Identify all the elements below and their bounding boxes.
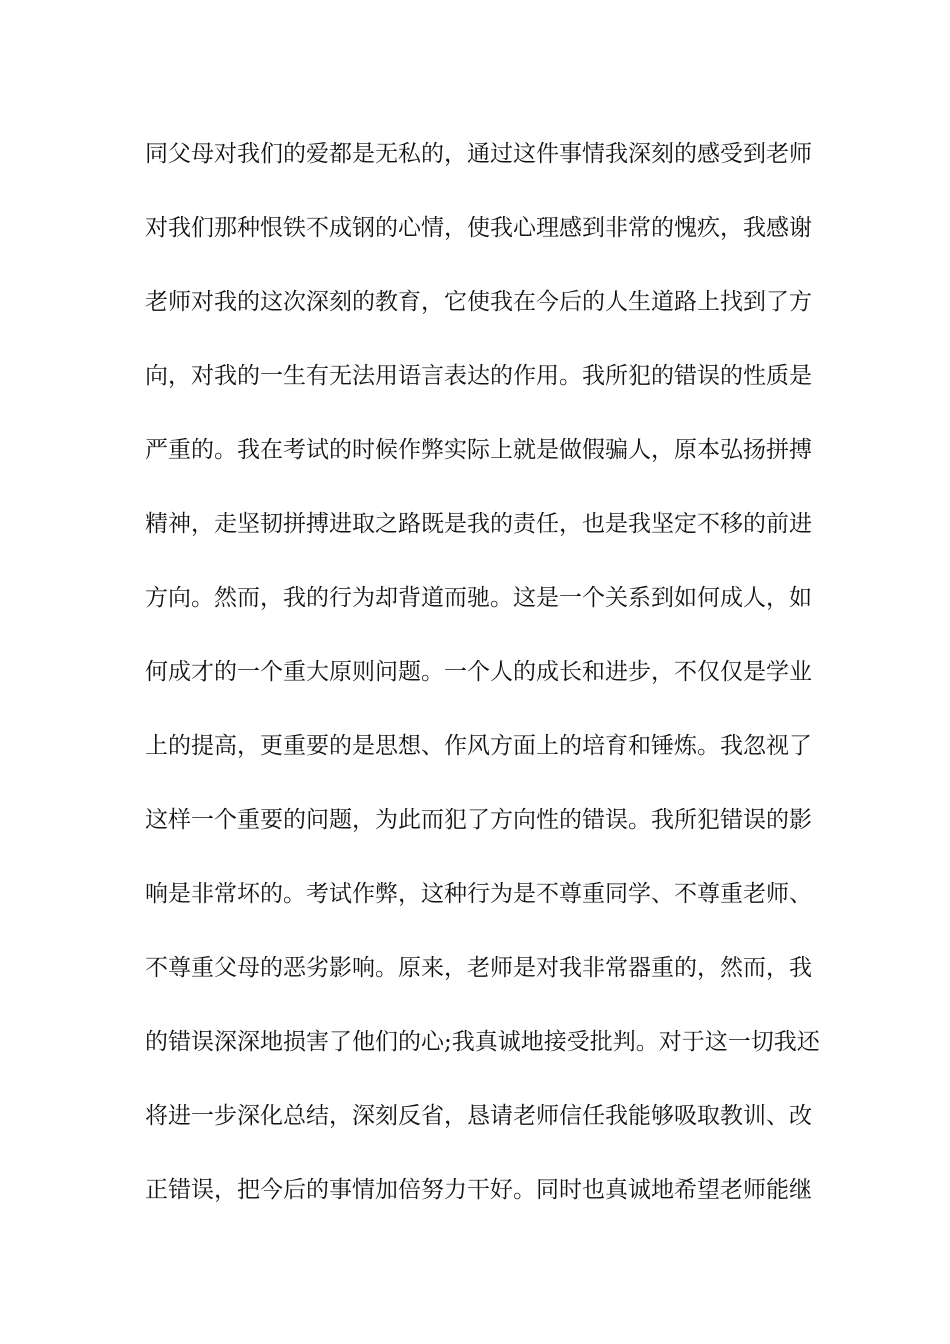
text-line: 将进一步深化总结，深刻反省，恳请老师信任我能够吸取教训、改 xyxy=(145,1103,812,1129)
text-line: 的错误深深地损害了他们的心;我真诚地接受批判。对于这一切我还 xyxy=(145,1029,820,1055)
text-line: 正错误，把今后的事情加倍努力干好。同时也真诚地希望老师能继 xyxy=(145,1177,812,1203)
text-line: 何成才的一个重大原则问题。一个人的成长和进步，不仅仅是学业 xyxy=(145,659,812,685)
text-line: 严重的。我在考试的时候作弊实际上就是做假骗人，原本弘扬拼搏 xyxy=(145,437,812,463)
text-line: 向，对我的一生有无法用语言表达的作用。我所犯的错误的性质是 xyxy=(145,363,812,389)
text-line: 对我们那种恨铁不成钢的心情，使我心理感到非常的愧疚，我感谢 xyxy=(145,215,812,241)
text-line: 精神，走坚韧拼搏进取之路既是我的责任，也是我坚定不移的前进 xyxy=(145,511,812,537)
text-line: 这样一个重要的问题，为此而犯了方向性的错误。我所犯错误的影 xyxy=(145,807,812,833)
text-line: 响是非常坏的。考试作弊，这种行为是不尊重同学、不尊重老师、 xyxy=(145,881,812,907)
text-line: 上的提高，更重要的是思想、作风方面上的培育和锤炼。我忽视了 xyxy=(145,733,812,759)
text-line: 不尊重父母的恶劣影响。原来，老师是对我非常器重的，然而，我 xyxy=(145,955,812,981)
text-line: 方向。然而，我的行为却背道而驰。这是一个关系到如何成人，如 xyxy=(145,585,812,611)
text-line: 同父母对我们的爱都是无私的，通过这件事情我深刻的感受到老师 xyxy=(145,141,812,167)
body-text xyxy=(145,134,820,1244)
text-line: 老师对我的这次深刻的教育，它使我在今后的人生道路上找到了方 xyxy=(145,289,812,315)
